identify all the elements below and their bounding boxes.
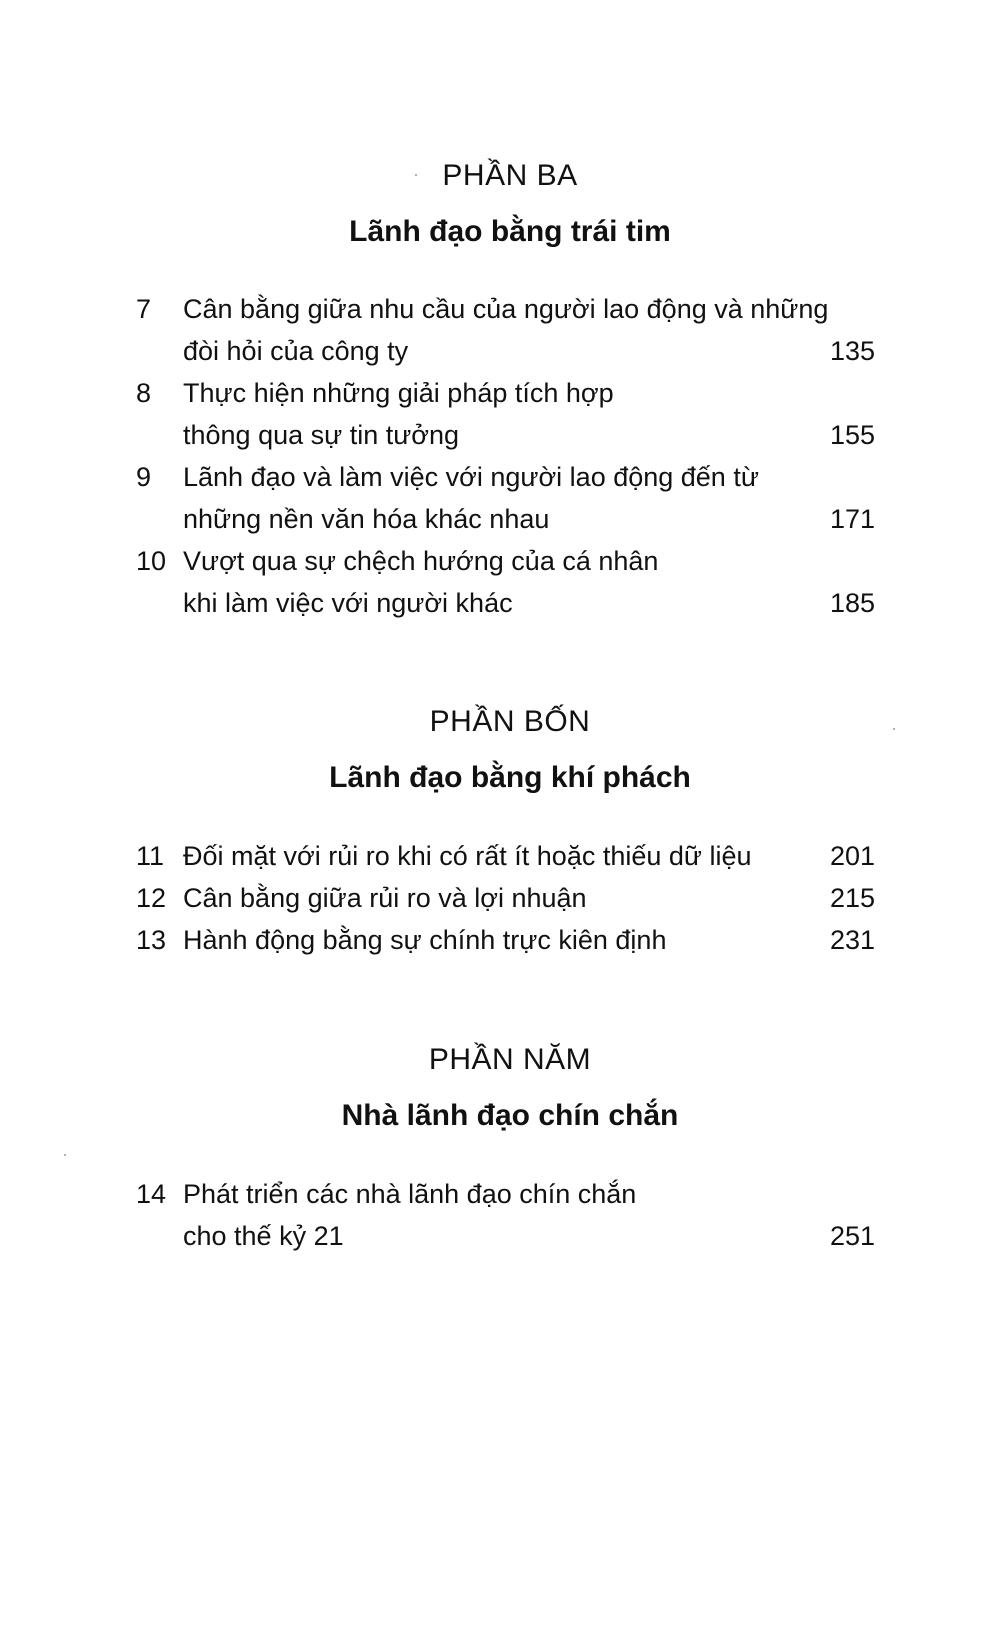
scan-speck bbox=[893, 728, 895, 730]
chapter-number: 13 bbox=[136, 925, 167, 955]
chapter-number: 10 bbox=[136, 546, 167, 576]
chapter-title-line: đòi hỏi của công ty bbox=[183, 336, 409, 366]
page-number: 135 bbox=[829, 336, 875, 366]
chapter-number: 9 bbox=[136, 462, 152, 492]
scan-speck bbox=[415, 174, 417, 176]
chapter-number: 12 bbox=[136, 883, 167, 913]
page-number: 171 bbox=[829, 504, 875, 534]
chapter-title-line: Lãnh đạo và làm việc với người lao động đến từ bbox=[183, 462, 759, 492]
chapter-title-line: khi làm việc với người khác bbox=[183, 588, 513, 618]
chapter-title-line: Cân bằng giữa nhu cầu của người lao động và những bbox=[183, 294, 829, 324]
part-label: PHẦN BỐN bbox=[429, 705, 591, 738]
chapter-title-line: thông qua sự tin tưởng bbox=[183, 420, 460, 450]
chapter-title-line: Hành động bằng sự chính trực kiên định bbox=[183, 925, 667, 955]
page-number: 155 bbox=[829, 420, 875, 450]
chapter-title-line: Đối mặt với rủi ro khi có rất ít hoặc thiếu dữ liệu bbox=[183, 841, 752, 871]
chapter-title-line: Thực hiện những giải pháp tích hợp bbox=[183, 378, 614, 408]
part-title: Lãnh đạo bằng trái tim bbox=[349, 215, 671, 248]
part-label: PHẦN BA bbox=[442, 159, 578, 192]
page-number: 231 bbox=[829, 925, 875, 955]
chapter-number: 8 bbox=[136, 378, 152, 408]
page-number: 201 bbox=[829, 841, 875, 871]
chapter-number: 14 bbox=[136, 1179, 167, 1209]
part-title: Lãnh đạo bằng khí phách bbox=[329, 761, 691, 794]
chapter-title-line: Vượt qua sự chệch hướng của cá nhân bbox=[183, 546, 659, 576]
chapter-number: 11 bbox=[136, 841, 165, 871]
chapter-title-line: Cân bằng giữa rủi ro và lợi nhuận bbox=[183, 883, 587, 913]
scan-speck bbox=[64, 1154, 66, 1156]
part-title: Nhà lãnh đạo chín chắn bbox=[341, 1099, 679, 1132]
part-label: PHẦN NĂM bbox=[428, 1043, 592, 1076]
chapter-title-line: Phát triển các nhà lãnh đạo chín chắn bbox=[183, 1179, 637, 1209]
chapter-number: 7 bbox=[136, 294, 152, 324]
page-number: 215 bbox=[829, 883, 875, 913]
page-number: 185 bbox=[829, 588, 875, 618]
chapter-title-line: những nền văn hóa khác nhau bbox=[183, 504, 550, 534]
chapter-title-line: cho thế kỷ 21 bbox=[183, 1221, 344, 1251]
page-number: 251 bbox=[829, 1221, 875, 1251]
